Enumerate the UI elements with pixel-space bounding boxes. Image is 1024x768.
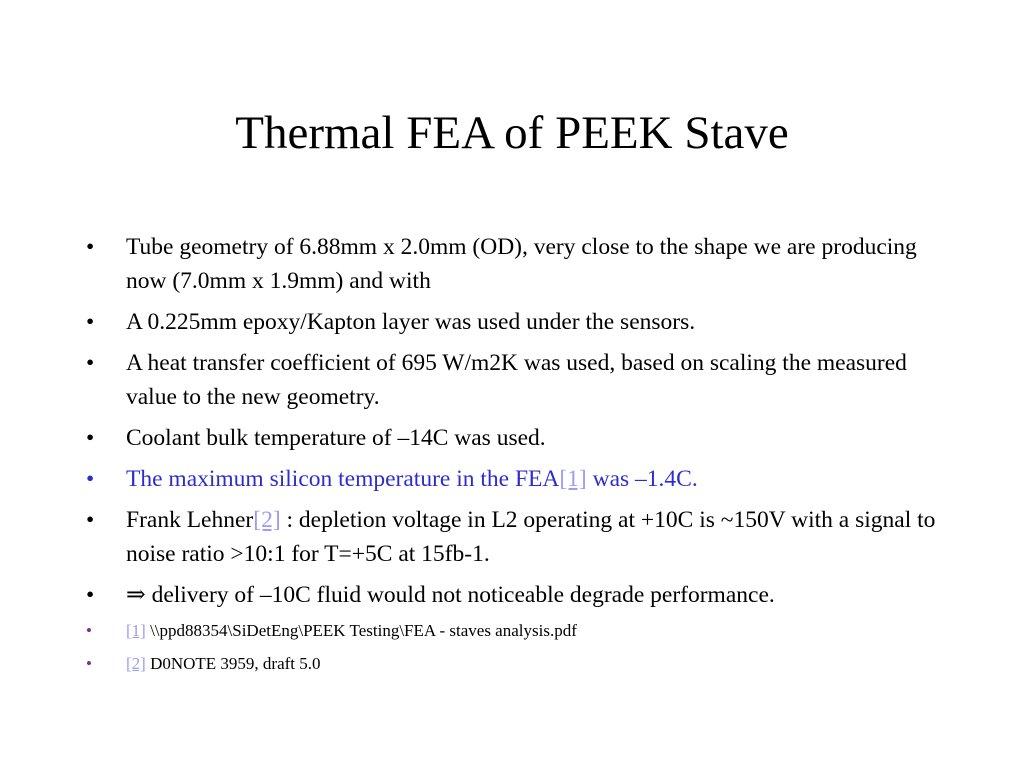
bullet-item-max-silicon-temperature — [86, 462, 946, 496]
bullet-text: A heat transfer coefficient of 695 W/m2K was used, based on scaling the measured value to the new geometry. — [126, 350, 907, 410]
bullet-item-conclusion — [86, 578, 946, 612]
bullet-text: ⇒ delivery of –10C fluid would not noticeable degrade performance. — [126, 582, 775, 608]
bullet-marker: • — [86, 582, 95, 608]
bullet-text: A 0.225mm epoxy/Kapton layer was used under the sensors. — [126, 309, 696, 335]
footnote-text: D0NOTE 3959, draft 5.0 — [145, 654, 321, 673]
bullet-marker: • — [86, 621, 92, 640]
bullet-item-epoxy-layer — [86, 305, 946, 339]
bullet-item-tube-geometry — [86, 230, 946, 298]
bullet-marker: • — [86, 350, 95, 376]
bullet-marker: • — [86, 654, 92, 673]
bullet-text: Coolant bulk temperature of –14C was used. — [126, 425, 546, 451]
footnote-link-1[interactable]: [1] — [559, 466, 587, 492]
bullet-list — [86, 230, 946, 685]
bullet-text-after: : depletion voltage in L2 operating at +10C is ~150V with a signal to noise ratio >10:1 for T=+5C at 15fb-1. — [126, 507, 936, 567]
footnote-text: \\ppd88354\SiDetEng\PEEK Testing\FEA - staves analysis.pdf — [145, 621, 577, 640]
footnote-link-2[interactable]: [2] — [253, 507, 281, 533]
footnote-ref-2[interactable]: [2] — [126, 654, 146, 673]
footnote-item-1 — [86, 619, 946, 643]
bullet-item-coolant-temperature — [86, 421, 946, 455]
bullet-marker: • — [86, 466, 95, 492]
bullet-text-before: The maximum silicon temperature in the FEA — [126, 466, 560, 492]
bullet-marker: • — [86, 234, 95, 260]
bullet-text: Tube geometry of 6.88mm x 2.0mm (OD), very close to the shape we are producing now (7.0mm x 1.9mm) and with — [126, 234, 917, 294]
footnote-ref-1[interactable]: [1] — [126, 621, 146, 640]
bullet-item-heat-transfer — [86, 346, 946, 414]
bullet-marker: • — [86, 507, 95, 533]
slide-title: Thermal FEA of PEEK Stave — [235, 107, 789, 159]
bullet-text-before: Frank Lehner — [126, 507, 254, 533]
bullet-text-after: was –1.4C. — [586, 466, 698, 492]
bullet-item-frank-lehner — [86, 503, 946, 571]
bullet-marker: • — [86, 425, 95, 451]
bullet-marker: • — [86, 309, 95, 335]
footnote-item-2 — [86, 652, 946, 676]
